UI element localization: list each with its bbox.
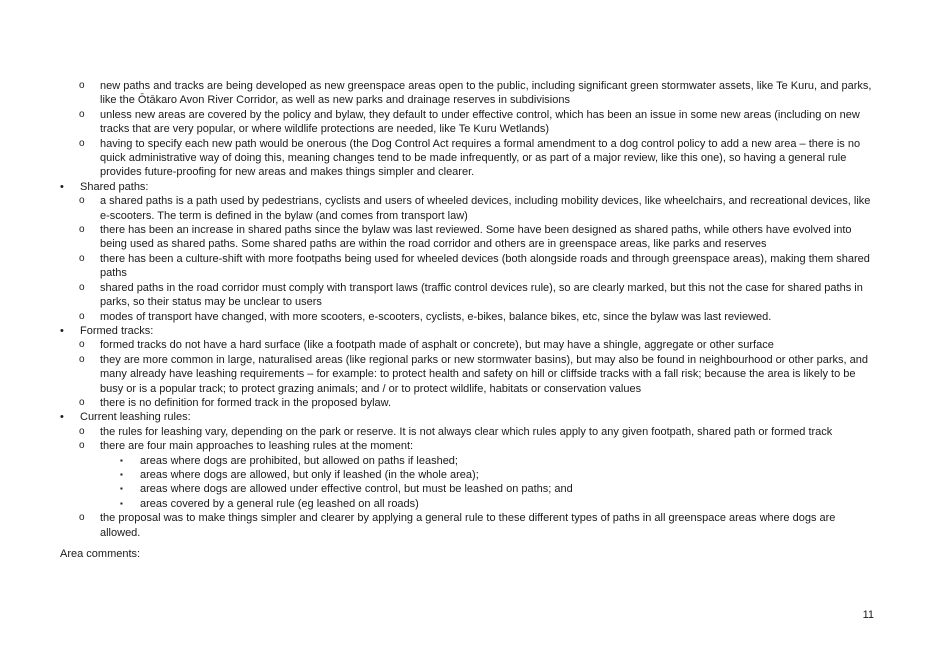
hollow-bullet-icon: o (79, 440, 85, 452)
bullet-icon: • (60, 324, 64, 337)
approach-text: areas where dogs are allowed, but only if leashed (in the whole area); (140, 468, 479, 481)
page-content (60, 79, 875, 561)
square-bullet-icon: ▪ (120, 498, 123, 508)
approach-item (100, 454, 875, 468)
hollow-bullet-icon: o (79, 108, 85, 120)
square-bullet-icon: ▪ (120, 469, 123, 479)
list-item-text: they are more common in large, naturalised areas (like regional parks or new stormwater basins), but may also be found in neighbourhood or other parks, and many already have leashing requirements – for example: to protect health and safety on hill or cliffside tracks with a fall risk; because the area is likely to be busy or is a popular track; to protect grazing animals; and / or to protect wildlife, habitats or conservation values (100, 353, 868, 395)
bullet-icon: • (60, 180, 64, 193)
list-item (60, 511, 875, 540)
list-item (60, 338, 875, 352)
list-item-text: shared paths in the road corridor must comply with transport laws (traffic control devices rule), so are clearly marked, but this not the case for shared paths in parks, so their status may be unclear to users (100, 281, 863, 309)
list-item-text: there are four main approaches to leashing rules at the moment: (100, 440, 414, 453)
section-shared-paths (60, 180, 875, 324)
list-item-text: the rules for leashing vary, depending on the park or reserve. It is not always clear which rules apply to any given footpath, shared path or formed track (100, 425, 833, 438)
list-item (60, 281, 875, 310)
hollow-bullet-icon: o (79, 339, 85, 351)
hollow-bullet-icon: o (79, 512, 85, 524)
hollow-bullet-icon: o (79, 310, 85, 322)
approach-text: areas where dogs are prohibited, but allowed on paths if leashed; (140, 454, 458, 467)
hollow-bullet-icon: o (79, 425, 85, 437)
sublist (60, 194, 875, 324)
area-comments-label: Area comments: (60, 548, 141, 560)
hollow-bullet-icon: o (79, 224, 85, 236)
list-item (60, 353, 875, 396)
list-item-text: the proposal was to make things simpler and clearer by applying a general rule to these different types of paths in all greenspace areas where dogs are allowed. (100, 512, 836, 539)
hollow-bullet-icon: o (79, 195, 85, 207)
square-bullet-icon: ▪ (120, 455, 123, 465)
approaches-list (100, 454, 875, 512)
list-item (60, 439, 875, 511)
bullet-icon: • (60, 411, 64, 424)
list-item-text: new paths and tracks are being developed as new greenspace areas open to the public, including significant green stormwater assets, like Te Kuru, and parks, like the Ōtākaro Avon River Corridor, as well as new parks and drainage reserves in subdivisions (100, 80, 872, 107)
sublist (60, 425, 875, 540)
page-number: 11 (862, 609, 874, 621)
list-item-text: there has been a culture-shift with more footpaths being used for wheeled devices (both alongside roads and through greenspace areas), making them shared paths (100, 252, 870, 280)
hollow-bullet-icon: o (79, 353, 85, 365)
list-item-text: there is no definition for formed track in the proposed bylaw. (100, 396, 392, 409)
hollow-bullet-icon: o (79, 80, 85, 91)
continued-sublist (60, 79, 875, 180)
main-list (60, 180, 875, 540)
list-item (60, 108, 875, 137)
sublist (60, 338, 875, 410)
list-item (60, 137, 875, 180)
list-item (60, 79, 875, 108)
hollow-bullet-icon: o (79, 396, 85, 408)
approach-item (100, 468, 875, 482)
approach-item (100, 482, 875, 496)
list-item (60, 194, 875, 223)
approach-text: areas where dogs are allowed under effective control, but must be leashed on paths; and (140, 483, 573, 496)
approach-text: areas covered by a general rule (eg leashed on all roads) (140, 497, 419, 510)
section-heading: Formed tracks: (80, 324, 154, 337)
hollow-bullet-icon: o (79, 252, 85, 264)
hollow-bullet-icon: o (79, 281, 85, 293)
list-item (60, 223, 875, 252)
approach-item (100, 497, 875, 511)
list-item-text: there has been an increase in shared paths since the bylaw was last reviewed. Some have been designed as shared paths, while others have evolved into being used as shared paths. Some shared paths are within the road corridor and others are in greenspace areas, like parks and reserves (100, 224, 852, 251)
list-item-text: a shared paths is a path used by pedestrians, cyclists and users of wheeled devices, including mobility devices, like wheelchairs, and recreational devices, like e-scooters. The term is defined in the bylaw (and comes from transport law) (100, 195, 871, 222)
list-item (60, 310, 875, 324)
list-item (60, 425, 875, 439)
section-heading: Shared paths: (80, 180, 149, 193)
list-item-text: unless new areas are covered by the policy and bylaw, they default to under effective control, which has been an issue in some new areas (including on new tracks that are very popular, or where wildlife protections are needed, like Te Kuru Wetlands) (100, 108, 860, 136)
hollow-bullet-icon: o (79, 137, 85, 149)
list-item-text: having to specify each new path would be onerous (the Dog Control Act requires a formal amendment to a dog control policy to add a new area – there is no quick administrative way of doing this, meaning changes tend to be made infrequently, or as part of a major review, like this one), so having a general rule provides future-proofing for new areas and makes things simpler and clearer. (100, 137, 861, 179)
list-item (60, 396, 875, 410)
square-bullet-icon: ▪ (120, 484, 123, 494)
list-item-text: modes of transport have changed, with more scooters, e-scooters, cyclists, e-bikes, balance bikes, etc, since the bylaw was last reviewed. (100, 310, 772, 323)
section-heading: Current leashing rules: (80, 411, 191, 424)
list-item (60, 252, 875, 281)
section-formed-tracks (60, 324, 875, 410)
list-item-text: formed tracks do not have a hard surface (like a footpath made of asphalt or concrete), but may have a shingle, aggregate or other surface (100, 339, 774, 352)
section-leashing-rules (60, 410, 875, 540)
